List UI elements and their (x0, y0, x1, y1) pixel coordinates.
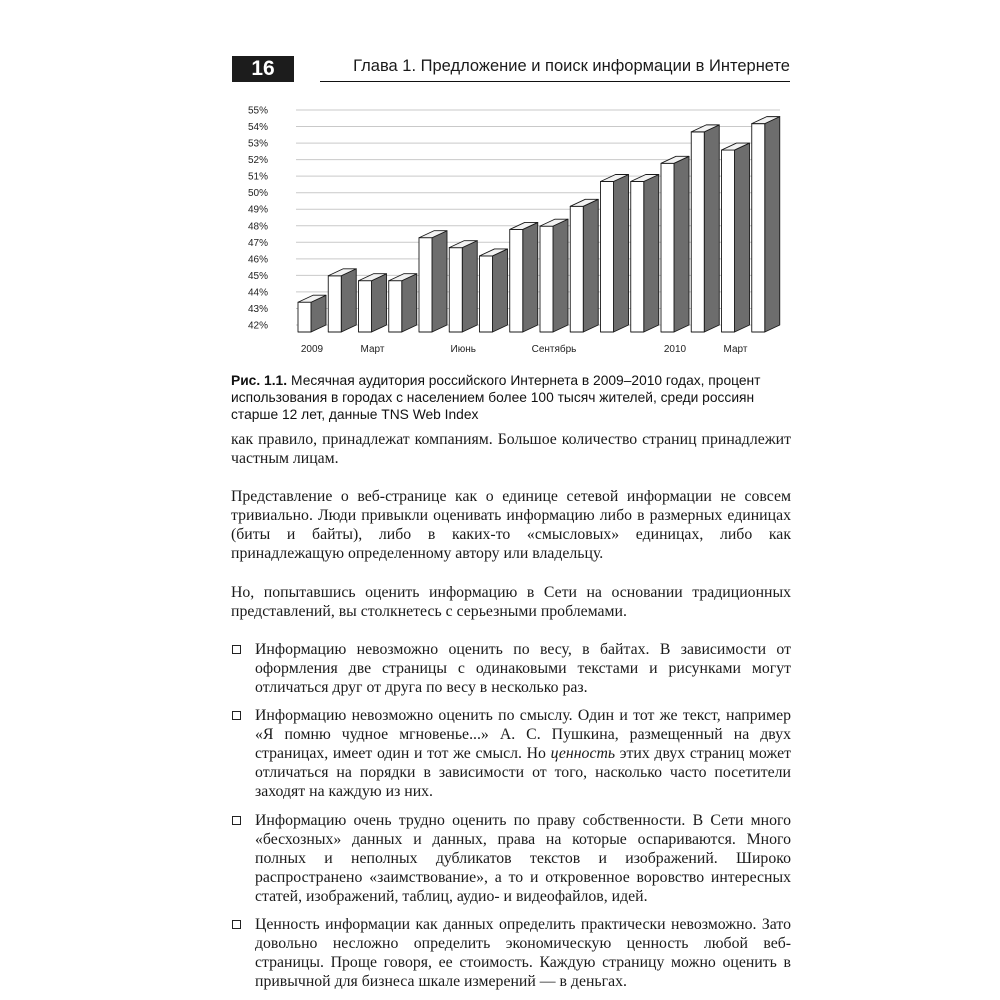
chapter-title: Глава 1. Предложение и поиск информации в Интернете (353, 57, 790, 75)
list-item-text: Информацию очень трудно оценить по праву собственности. В Сети много «бесхозных» данных и данных, права на которые оспариваются. Много полных и неполных дубликатов текстов и изображений. Широко распространено «заимствование», а то и откровенное воровство интересных статей, изображений, таблиц, аудио- и видеофайлов, идей. (255, 811, 791, 905)
paragraph: Но, попытавшись оценить информацию в Сети на основании традиционных представлений, вы столкнетесь с серьезными проблемами. (231, 583, 791, 620)
y-tick-label: 46% (247, 254, 268, 266)
bar-front (359, 281, 372, 332)
y-tick-label: 43% (247, 303, 268, 315)
paragraph: Представление о веб-странице как о единице сетевой информации не совсем тривиально. Люди привыкли оценивать информацию либо в размерных единицах (биты и байты), либо в каких-то «смысловых» единицах, либо как принадлежащую определенному автору или владельцу. (231, 488, 791, 563)
bar-front (752, 124, 765, 332)
audience-chart (230, 96, 790, 362)
page-header (232, 54, 790, 86)
figure-label: Рис. 1.1. (231, 373, 288, 388)
bar-side (704, 125, 719, 332)
bar-side (614, 175, 629, 333)
figure-caption-text: Месячная аудитория российского Интернета в 2009–2010 годах, процент использования в городах с населением более 100 тысяч жителей, среди россиян старше 12 лет, данные TNS Web Index (231, 373, 761, 423)
bar-side (644, 175, 659, 333)
y-tick-label: 49% (247, 204, 268, 216)
bar-front (570, 206, 583, 332)
x-tick-label: Март (723, 344, 748, 355)
checkbox-bullet-icon (232, 711, 241, 720)
bar-front (661, 163, 674, 332)
emphasis-text: ценность (550, 745, 616, 763)
y-tick-label: 42% (247, 320, 268, 332)
problem-list (231, 640, 791, 992)
bar-side (462, 241, 477, 332)
bar-front (449, 248, 462, 332)
bar-front (480, 256, 493, 332)
y-tick-label: 50% (247, 188, 268, 200)
y-tick-label: 48% (247, 221, 268, 233)
bar-front (328, 276, 341, 332)
bar-side (432, 231, 447, 332)
checkbox-bullet-icon (232, 816, 241, 825)
checkbox-bullet-icon (232, 920, 241, 929)
bar-front (389, 281, 402, 332)
x-tick-label: 2010 (663, 344, 687, 355)
list-item (231, 640, 791, 697)
body-text (231, 430, 791, 1000)
page-number: 16 (232, 56, 294, 82)
list-item-text: Информацию невозможно оценить по весу, в байтах. В зависимости от оформления две страницы с одинаковыми текстами и рисунками могут отличаться друг от друга по весу в несколько раз. (255, 640, 791, 696)
figure-caption (231, 372, 793, 424)
bar-front (419, 238, 432, 332)
bar-side (553, 219, 568, 332)
bar-side (765, 117, 780, 332)
checkbox-bullet-icon (232, 645, 241, 654)
bar-front (601, 182, 614, 333)
x-tick-label: Июнь (450, 344, 476, 355)
bar-side (402, 274, 417, 332)
y-tick-label: 55% (247, 105, 268, 117)
list-item (231, 811, 791, 906)
bar-side (523, 222, 538, 332)
header-rule (320, 81, 790, 82)
x-tick-label: Сентябрь (531, 344, 577, 355)
x-tick-label: 2009 (300, 344, 324, 355)
bar-front (722, 150, 735, 332)
bar-side (493, 249, 508, 332)
y-tick-label: 45% (247, 270, 268, 282)
y-tick-label: 51% (247, 171, 268, 183)
bar-side (674, 156, 689, 332)
bar-front (691, 132, 704, 332)
bar-front (510, 229, 523, 332)
y-tick-label: 52% (247, 155, 268, 167)
bar-side (372, 274, 387, 332)
bar-side (735, 143, 750, 332)
y-tick-label: 54% (247, 122, 268, 134)
bar-front (631, 182, 644, 333)
list-item-text: Ценность информации как данных определить практически невозможно. Зато довольно несложно определить экономическую ценность любой веб-страницы. Проще говоря, ее стоимость. Каждую страницу можно оценить в привычной для бизнеса шкале измерений — в деньгах. (255, 915, 791, 991)
y-tick-label: 47% (247, 237, 268, 249)
bar-front (298, 302, 311, 332)
list-item-text: этих двух страниц может отличаться на порядки в зависимости от того, насколько часто посетители заходят на каждую из них. (255, 745, 791, 801)
x-tick-label: Март (360, 344, 385, 355)
bar-side (583, 199, 598, 332)
bar-side (341, 269, 356, 332)
list-item-text: Информацию невозможно оценить по смыслу. Один и тот же текст, например «Я помню чудное мгновенье...» А. С. Пушкина, размещенный на двух страницах, имеет один и тот же смысл. Но (255, 707, 791, 763)
paragraph: как правило, принадлежат компаниям. Большое количество страниц принадлежит частным лицам. (231, 431, 791, 468)
list-item (231, 706, 791, 801)
list-item (231, 915, 791, 991)
y-tick-label: 44% (247, 287, 268, 299)
bar-front (540, 226, 553, 332)
y-tick-label: 53% (247, 138, 268, 150)
